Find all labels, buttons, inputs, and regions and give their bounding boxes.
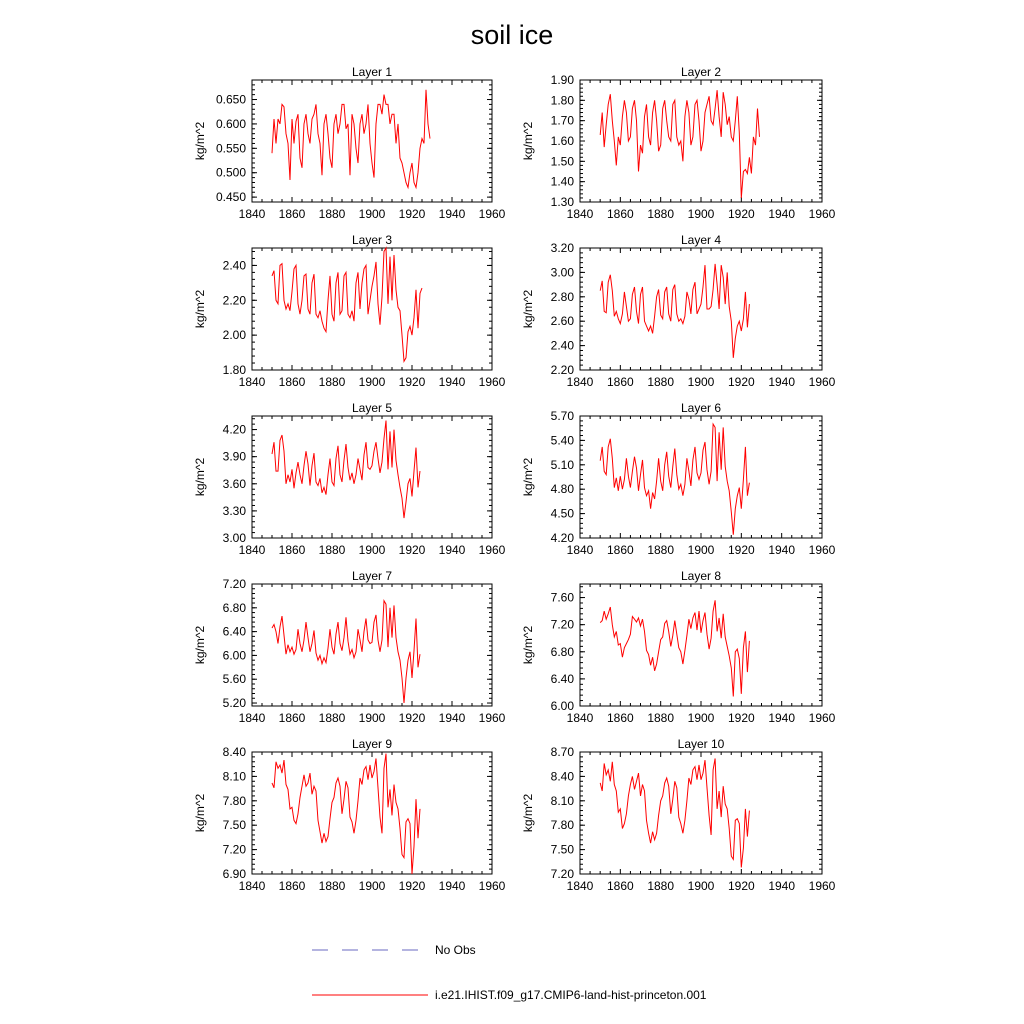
- y-tick-label: 3.00: [222, 531, 246, 545]
- y-tick-label: 6.00: [222, 648, 246, 663]
- x-tick-label: 1920: [727, 375, 755, 389]
- y-tick-label: 7.80: [550, 818, 574, 833]
- x-tick-label: 1920: [398, 375, 426, 389]
- y-tick-label: 3.90: [222, 449, 246, 464]
- x-tick-label: 1880: [647, 711, 675, 725]
- x-tick-label: 1920: [727, 543, 755, 557]
- y-tick-label: 0.650: [215, 92, 246, 107]
- x-tick-label: 1880: [647, 543, 675, 557]
- panel-title: Layer 7: [351, 569, 393, 583]
- x-tick-label: 1940: [438, 879, 466, 893]
- x-tick-label: 1880: [318, 207, 346, 221]
- x-tick-label: 1900: [687, 711, 715, 725]
- y-tick-label: 7.20: [550, 867, 574, 881]
- x-tick-label: 1900: [358, 207, 386, 221]
- x-tick-label: 1960: [478, 375, 506, 389]
- y-tick-label: 7.80: [222, 793, 246, 808]
- x-tick-label: 1860: [278, 207, 306, 221]
- x-tick-label: 1940: [438, 207, 466, 221]
- panel-title: Layer 5: [351, 401, 393, 415]
- y-tick-label: 5.70: [550, 409, 574, 423]
- panel-layer-3: [193, 233, 506, 389]
- x-tick-label: 1940: [768, 207, 796, 221]
- y-tick-label: 1.70: [550, 113, 574, 128]
- y-tick-label: 6.40: [222, 624, 246, 639]
- x-tick-label: 1900: [687, 375, 715, 389]
- y-tick-label: 3.60: [222, 476, 246, 491]
- x-tick-label: 1880: [647, 375, 675, 389]
- x-tick-label: 1960: [478, 543, 506, 557]
- x-tick-label: 1880: [318, 879, 346, 893]
- y-tick-label: 7.20: [222, 842, 246, 857]
- panel-layer-7: [193, 569, 506, 725]
- panel-title: Layer 8: [680, 569, 722, 583]
- y-tick-label: 2.00: [222, 328, 246, 343]
- figure-title: soil ice: [470, 20, 554, 50]
- model-series-line: [600, 90, 759, 198]
- x-tick-label: 1860: [278, 711, 306, 725]
- y-tick-label: 2.80: [550, 289, 574, 304]
- model-series-line: [272, 601, 420, 703]
- y-tick-label: 6.00: [550, 699, 574, 713]
- x-tick-label: 1860: [278, 375, 306, 389]
- y-tick-label: 1.60: [550, 134, 574, 148]
- x-tick-label: 1900: [358, 543, 386, 557]
- x-tick-label: 1960: [808, 879, 836, 893]
- x-tick-label: 1860: [606, 543, 634, 557]
- x-tick-label: 1940: [768, 711, 796, 725]
- y-tick-label: 4.20: [550, 531, 574, 545]
- y-tick-label: 7.50: [550, 842, 574, 857]
- model-series-line: [272, 90, 430, 188]
- x-tick-label: 1920: [398, 207, 426, 221]
- plot-frame: [580, 752, 822, 874]
- x-tick-label: 1860: [606, 207, 634, 221]
- x-tick-label: 1840: [238, 879, 266, 893]
- y-tick-label: 2.40: [222, 258, 246, 273]
- panel-layer-10: [521, 737, 836, 893]
- x-tick-label: 1840: [238, 711, 266, 725]
- y-axis-label: kg/m^2: [193, 793, 207, 833]
- y-tick-label: 8.10: [222, 769, 246, 784]
- x-tick-label: 1840: [238, 375, 266, 389]
- y-tick-label: 1.40: [550, 174, 574, 189]
- model-series-line: [272, 421, 420, 519]
- model-series-line: [600, 424, 749, 535]
- y-tick-label: 4.50: [550, 506, 574, 521]
- x-tick-label: 1840: [238, 543, 266, 557]
- y-tick-label: 1.80: [550, 93, 574, 108]
- model-series-line: [272, 754, 420, 874]
- y-tick-label: 4.20: [222, 422, 246, 437]
- plot-frame: [580, 80, 822, 202]
- legend: [312, 943, 707, 1002]
- x-tick-label: 1960: [478, 879, 506, 893]
- legend-model-label: i.e21.IHIST.f09_g17.CMIP6-land-hist-princeton.001: [435, 988, 707, 1002]
- y-axis-label: kg/m^2: [521, 121, 535, 161]
- panel-layer-9: [193, 737, 506, 893]
- y-tick-label: 7.20: [222, 577, 246, 591]
- x-tick-label: 1920: [398, 543, 426, 557]
- panel-layer-2: [521, 65, 836, 221]
- x-tick-label: 1880: [647, 879, 675, 893]
- y-axis-label: kg/m^2: [521, 793, 535, 833]
- panel-layer-8: [521, 569, 836, 725]
- x-tick-label: 1920: [398, 711, 426, 725]
- x-tick-label: 1900: [358, 711, 386, 725]
- plot-frame: [580, 248, 822, 370]
- y-tick-label: 0.550: [215, 141, 246, 156]
- y-tick-label: 6.80: [222, 600, 246, 615]
- y-tick-label: 6.90: [222, 867, 246, 881]
- panel-layer-5: [193, 401, 506, 557]
- x-tick-label: 1960: [808, 711, 836, 725]
- y-tick-label: 8.10: [550, 793, 574, 808]
- model-series-line: [600, 600, 749, 696]
- x-tick-label: 1900: [358, 879, 386, 893]
- panel-layer-6: [521, 401, 836, 557]
- x-tick-label: 1860: [278, 543, 306, 557]
- model-series-line: [272, 248, 422, 361]
- x-tick-label: 1860: [606, 711, 634, 725]
- legend-obs-label: No Obs: [435, 943, 476, 957]
- x-tick-label: 1860: [278, 879, 306, 893]
- y-tick-label: 8.40: [550, 769, 574, 784]
- y-tick-label: 2.40: [550, 338, 574, 353]
- panel-title: Layer 2: [680, 65, 722, 79]
- y-tick-label: 7.60: [550, 590, 574, 605]
- x-tick-label: 1940: [768, 543, 796, 557]
- y-tick-label: 5.60: [222, 672, 246, 687]
- y-tick-label: 4.80: [550, 482, 574, 497]
- y-tick-label: 2.20: [550, 363, 574, 377]
- y-tick-label: 0.450: [215, 190, 246, 205]
- panel-title: Layer 3: [351, 233, 393, 247]
- plot-frame: [252, 248, 492, 370]
- x-tick-label: 1840: [566, 543, 594, 557]
- x-tick-label: 1900: [687, 207, 715, 221]
- y-tick-label: 0.500: [215, 165, 246, 180]
- y-axis-label: kg/m^2: [521, 625, 535, 665]
- y-axis-label: kg/m^2: [193, 625, 207, 665]
- plot-frame: [580, 584, 822, 706]
- y-tick-label: 5.40: [550, 433, 574, 448]
- x-tick-label: 1940: [438, 543, 466, 557]
- x-tick-label: 1880: [318, 375, 346, 389]
- y-tick-label: 2.60: [550, 314, 574, 329]
- x-tick-label: 1960: [478, 711, 506, 725]
- x-tick-label: 1960: [808, 207, 836, 221]
- plot-frame: [580, 416, 822, 538]
- x-tick-label: 1940: [438, 711, 466, 725]
- y-tick-label: 3.00: [550, 265, 574, 280]
- y-tick-label: 8.40: [222, 745, 246, 759]
- y-axis-label: kg/m^2: [193, 457, 207, 497]
- y-tick-label: 1.30: [550, 195, 574, 209]
- y-tick-label: 2.20: [222, 293, 246, 308]
- panel-layer-1: [193, 65, 506, 221]
- x-tick-label: 1940: [768, 879, 796, 893]
- y-tick-label: 6.40: [550, 671, 574, 686]
- y-tick-label: 3.30: [222, 503, 246, 518]
- panel-title: Layer 6: [680, 401, 722, 415]
- y-axis-label: kg/m^2: [521, 457, 535, 497]
- y-axis-label: kg/m^2: [193, 121, 207, 161]
- y-axis-label: kg/m^2: [193, 289, 207, 329]
- y-tick-label: 1.50: [550, 154, 574, 169]
- x-tick-label: 1900: [687, 879, 715, 893]
- y-tick-label: 8.70: [550, 745, 574, 759]
- x-tick-label: 1880: [318, 711, 346, 725]
- x-tick-label: 1840: [566, 879, 594, 893]
- x-tick-label: 1920: [398, 879, 426, 893]
- panel-title: Layer 1: [351, 65, 393, 79]
- x-tick-label: 1840: [566, 711, 594, 725]
- panel-title: Layer 4: [680, 233, 722, 247]
- x-tick-label: 1940: [438, 375, 466, 389]
- y-tick-label: 0.600: [215, 116, 246, 131]
- x-tick-label: 1880: [647, 207, 675, 221]
- y-tick-label: 5.10: [550, 457, 574, 472]
- y-tick-label: 3.20: [550, 241, 574, 255]
- x-tick-label: 1920: [727, 207, 755, 221]
- panels: [193, 65, 836, 893]
- x-tick-label: 1860: [606, 879, 634, 893]
- plot-frame: [252, 752, 492, 874]
- panel-title: Layer 10: [677, 737, 725, 751]
- x-tick-label: 1840: [566, 375, 594, 389]
- model-series-line: [600, 264, 749, 358]
- panel-title: Layer 9: [351, 737, 393, 751]
- y-tick-label: 1.80: [222, 363, 246, 377]
- x-tick-label: 1840: [238, 207, 266, 221]
- x-tick-label: 1940: [768, 375, 796, 389]
- y-tick-label: 7.50: [222, 818, 246, 833]
- x-tick-label: 1960: [478, 207, 506, 221]
- x-tick-label: 1960: [808, 375, 836, 389]
- y-tick-label: 6.80: [550, 644, 574, 659]
- panel-layer-4: [521, 233, 836, 389]
- x-tick-label: 1880: [318, 543, 346, 557]
- x-tick-label: 1900: [358, 375, 386, 389]
- y-axis-label: kg/m^2: [521, 289, 535, 329]
- x-tick-label: 1840: [566, 207, 594, 221]
- x-tick-label: 1920: [727, 879, 755, 893]
- x-tick-label: 1920: [727, 711, 755, 725]
- x-tick-label: 1960: [808, 543, 836, 557]
- x-tick-label: 1900: [687, 543, 715, 557]
- x-tick-label: 1860: [606, 375, 634, 389]
- model-series-line: [600, 759, 749, 868]
- y-tick-label: 5.20: [222, 696, 246, 711]
- y-tick-label: 1.90: [550, 73, 574, 87]
- y-tick-label: 7.20: [550, 617, 574, 632]
